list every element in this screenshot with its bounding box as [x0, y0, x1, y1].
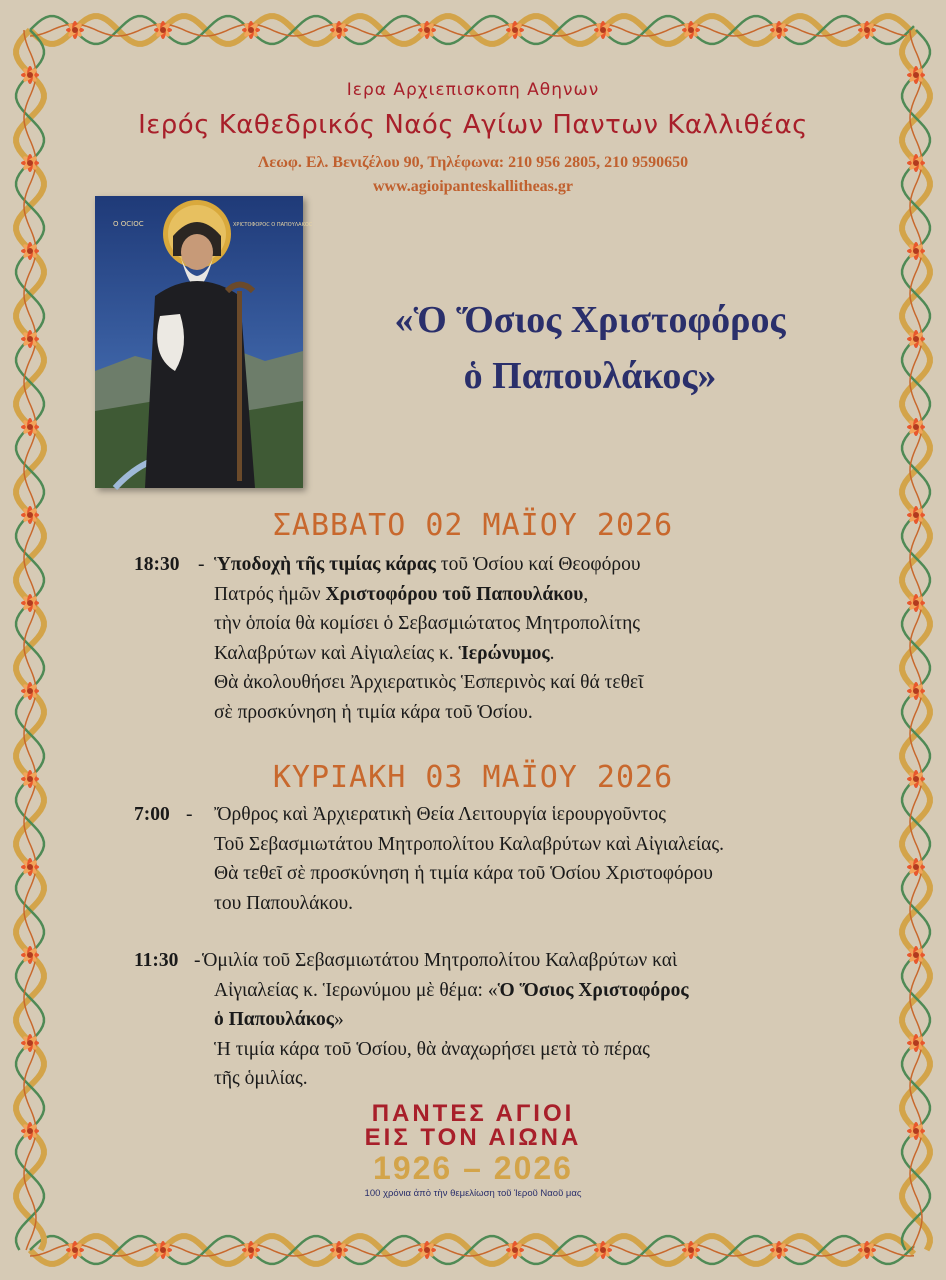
sunday-heading: ΚΥΡΙΑΚΗ 03 ΜΑΪΟΥ 2026	[272, 760, 674, 795]
sunday-event-2	[134, 946, 834, 1094]
event-time: 7:00	[134, 804, 170, 825]
logo-line-2: ΕΙΣ ΤΟΝ ΑΙΩΝΑ	[364, 1124, 582, 1151]
event-text: Πατρός ἡμῶν	[214, 583, 326, 605]
event-text: ,	[583, 583, 589, 605]
event-title	[330, 292, 850, 404]
logo-years: 1926 – 2026	[373, 1150, 573, 1186]
event-text: Ἡ τιμία κάρα τοῦ Ὁσίου, θὰ ἀναχωρήσει μετὰ τὸ πέρας	[214, 1038, 650, 1060]
title-line-2: ὁ Παπουλάκος»	[463, 355, 717, 397]
event-text-bold: Ὁ Ὅσιος Χριστοφόρος	[497, 979, 689, 1001]
sunday-event-1	[134, 800, 834, 918]
title-line-1: «Ὁ Ὅσιος Χριστοφόρος	[394, 299, 786, 341]
church-name: Ιερός Καθεδρικός Ναός Αγίων Παντων Καλλιθέας	[138, 110, 808, 140]
event-text: Ὄρθρος καὶ Ἀρχιερατικὴ Θεία Λειτουργία ἱερουργοῦντος	[214, 804, 666, 825]
event-text: του Παπουλάκου.	[214, 892, 354, 914]
event-text: Θὰ ἀκολουθήσει Ἀρχιερατικὸς Ἑσπερινὸς καί θά τεθεῖ	[214, 672, 644, 693]
icon-inscription-right: ΧΡΙCΤΟΦΟΡΟC Ο ΠΑΠΟΥΛΑΚΟC	[233, 222, 313, 228]
event-time: 11:30	[134, 950, 179, 971]
centenary-logo	[320, 1102, 626, 1199]
saturday-event	[134, 550, 834, 727]
event-dash: -	[194, 950, 201, 971]
logo-subtitle: 100 χρόνια ἀπὸ τὴν θεμελίωση τοῦ Ἱεροῦ Ναοῦ μας	[364, 1188, 582, 1199]
logo-line-1: ΠΑΝΤΕΣ ΑΓΙΟΙ	[371, 1100, 575, 1127]
event-time: 18:30	[134, 554, 180, 575]
event-dash: -	[186, 804, 193, 825]
event-text: Αἰγιαλείας κ. Ἱερωνύμου μὲ θέμα: «	[214, 979, 498, 1001]
saturday-heading: ΣΑΒΒΑΤΟ 02 ΜΑΪΟΥ 2026	[272, 508, 674, 543]
event-text-bold: Χριστοφόρου τοῦ Παπουλάκου	[325, 583, 584, 605]
event-text: Τοῦ Σεβασμιωτάτου Μητροπολίτου Καλαβρύτων καὶ Αἰγιαλείας.	[214, 833, 724, 855]
event-text: Καλαβρύτων καὶ Αἰγιαλείας κ.	[214, 642, 459, 664]
event-text-bold: Ἱερώνυμος	[458, 642, 550, 664]
event-dash: -	[198, 554, 205, 575]
event-text: »	[333, 1009, 344, 1030]
header	[120, 80, 826, 196]
church-website: www.agioipanteskallitheas.gr	[372, 178, 573, 195]
church-address: Λεωφ. Ελ. Βενιζέλου 90, Τηλέφωνα: 210 956 2805, 210 9590650	[257, 154, 689, 171]
event-text: τὴν ὁποία θὰ κομίσει ὁ Σεβασμιώτατος Μητροπολίτης	[214, 613, 641, 634]
event-text: τοῦ Ὁσίου καί Θεοφόρου	[435, 554, 641, 575]
event-text: σὲ προσκύνηση ἡ τιμία κάρα τοῦ Ὁσίου.	[214, 701, 533, 723]
saint-icon-image	[95, 196, 313, 488]
event-text-bold: ὁ Παπουλάκος	[214, 1009, 334, 1030]
event-text-bold: Ὑποδοχὴ τῆς τιμίας κάρας	[214, 554, 436, 575]
event-text: Ὁμιλία τοῦ Σεβασμιωτάτου Μητροπολίτου Καλαβρύτων καὶ	[202, 950, 678, 971]
event-text: .	[549, 642, 555, 664]
archdiocese-name: Ιερα Αρχιεπισκοπη Αθηνων	[346, 80, 600, 100]
event-text: τῆς ὁμιλίας.	[214, 1068, 308, 1089]
icon-inscription-left: Ο ΟCΙΟC	[113, 220, 144, 228]
event-text: Θὰ τεθεῖ σὲ προσκύνηση ἡ τιμία κάρα τοῦ Ὁσίου Χριστοφόρου	[214, 863, 713, 884]
